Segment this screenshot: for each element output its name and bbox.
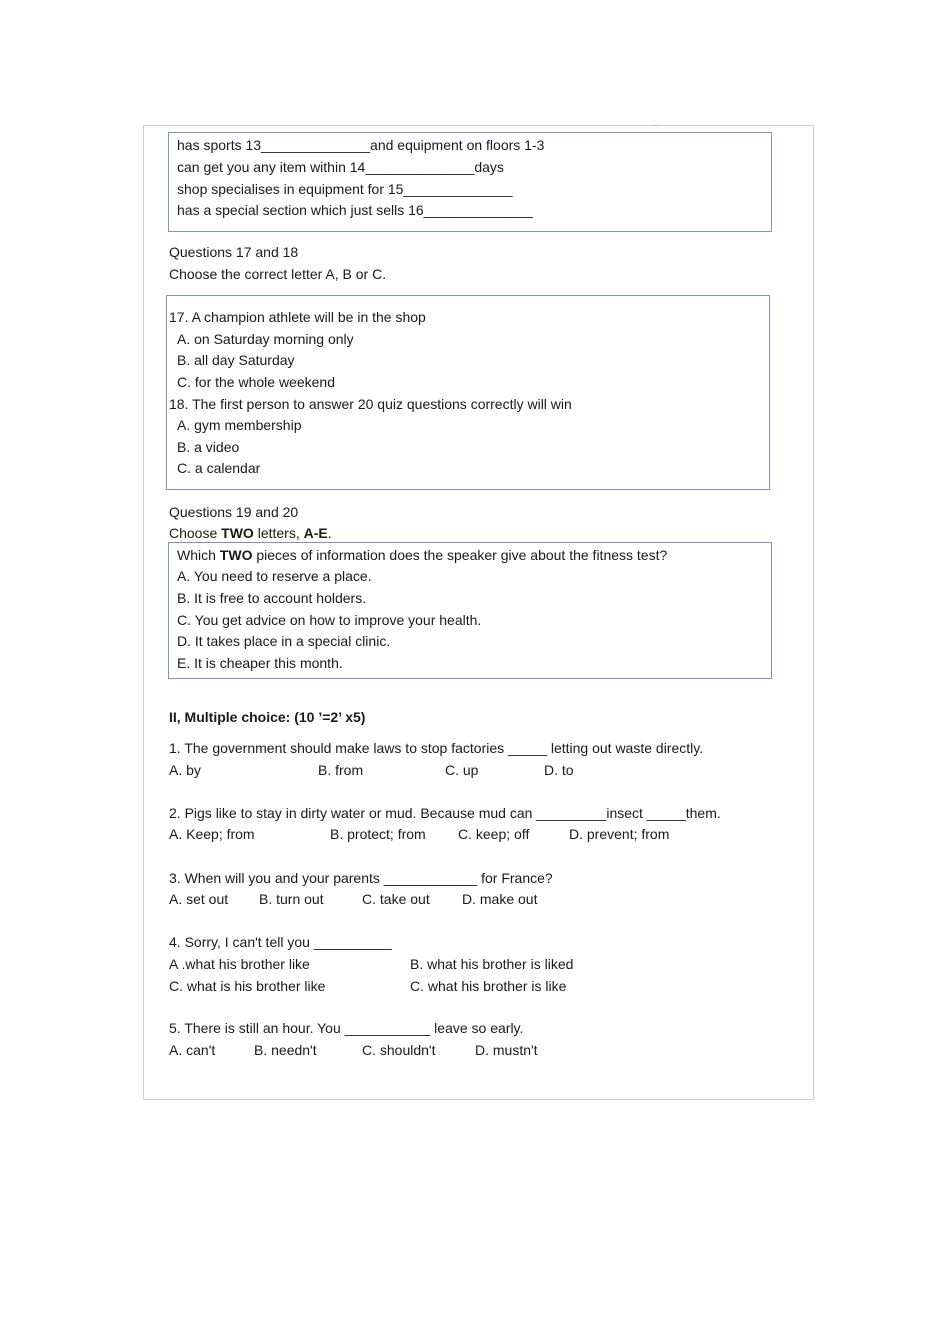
mc-question-1: 1. The government should make laws to stop factories _____ letting out waste directly.	[169, 740, 704, 756]
section-heading-19-20: Questions 19 and 20	[169, 504, 299, 520]
question-18: 18. The first person to answer 20 quiz questions correctly will win	[169, 396, 572, 412]
option-18c: C. a calendar	[177, 460, 261, 476]
note-line-15: shop specialises in equipment for 15______________	[177, 181, 513, 197]
option-17b: B. all day Saturday	[177, 352, 295, 368]
mc-option-3a: A. set out	[169, 891, 229, 907]
option-19a: A. You need to reserve a place.	[177, 568, 372, 584]
mc-option-3b: B. turn out	[259, 891, 324, 907]
mc-option-4a: A .what his brother like	[169, 956, 310, 972]
mc-option-1c: C. up	[445, 762, 479, 778]
section-instruction-17-18: Choose the correct letter A, B or C.	[169, 266, 387, 282]
option-19c: C. You get advice on how to improve your health.	[177, 612, 482, 628]
mc-option-2c: C. keep; off	[458, 826, 530, 842]
part2-heading: II, Multiple choice: (10 ’=2’ x5)	[169, 709, 366, 725]
instruction-bold-two: TWO	[221, 525, 254, 541]
section-heading-17-18: Questions 17 and 18	[169, 244, 299, 260]
question-17: 17. A champion athlete will be in the shop	[169, 309, 426, 325]
mc-option-2a: A. Keep; from	[169, 826, 255, 842]
option-17c: C. for the whole weekend	[177, 374, 335, 390]
option-19d: D. It takes place in a special clinic.	[177, 633, 391, 649]
option-18b: B. a video	[177, 439, 240, 455]
mc-option-4d: C. what his brother is like	[410, 978, 567, 994]
mc-option-4c: C. what is his brother like	[169, 978, 326, 994]
mc-question-4: 4. Sorry, I can't tell you __________	[169, 934, 392, 950]
mc-question-5: 5. There is still an hour. You ___________ leave so early.	[169, 1020, 524, 1036]
mc-option-5b: B. needn't	[254, 1042, 317, 1058]
mc-option-3c: C. take out	[362, 891, 430, 907]
option-19e: E. It is cheaper this month.	[177, 655, 343, 671]
mc-option-2b: B. protect; from	[330, 826, 426, 842]
option-18a: A. gym membership	[177, 417, 302, 433]
question-bold-two: TWO	[219, 547, 253, 563]
instruction-text: .	[327, 525, 332, 541]
question-19-20	[177, 546, 667, 564]
instruction-bold-range: A-E	[303, 525, 328, 541]
mc-option-5c: C. shouldn't	[362, 1042, 436, 1058]
note-line-16: has a special section which just sells 16______________	[177, 202, 533, 218]
question-text: pieces of information does the speaker give about the fitness test?	[252, 547, 668, 563]
mc-question-2: 2. Pigs like to stay in dirty water or mud. Because mud can _________insect _____them.	[169, 805, 721, 821]
mc-option-3d: D. make out	[462, 891, 538, 907]
option-19b: B. It is free to account holders.	[177, 590, 367, 606]
corner-mark: …	[650, 118, 660, 128]
section-instruction-19-20	[169, 524, 332, 542]
option-17a: A. on Saturday morning only	[177, 331, 354, 347]
question-text: Which	[177, 547, 220, 563]
mc-option-5d: D. mustn't	[475, 1042, 538, 1058]
note-line-14: can get you any item within 14______________days	[177, 159, 504, 175]
mc-option-1a: A. by	[169, 762, 201, 778]
mc-option-2d: D. prevent; from	[569, 826, 670, 842]
mc-question-3: 3. When will you and your parents ____________ for France?	[169, 870, 553, 886]
mc-option-5a: A. can't	[169, 1042, 216, 1058]
mc-option-4b: B. what his brother is liked	[410, 956, 574, 972]
note-line-13: has sports 13______________and equipment on floors 1-3	[177, 137, 545, 153]
instruction-text: letters,	[253, 525, 304, 541]
mc-option-1b: B. from	[318, 762, 364, 778]
instruction-text: Choose	[169, 525, 222, 541]
mc-option-1d: D. to	[544, 762, 574, 778]
